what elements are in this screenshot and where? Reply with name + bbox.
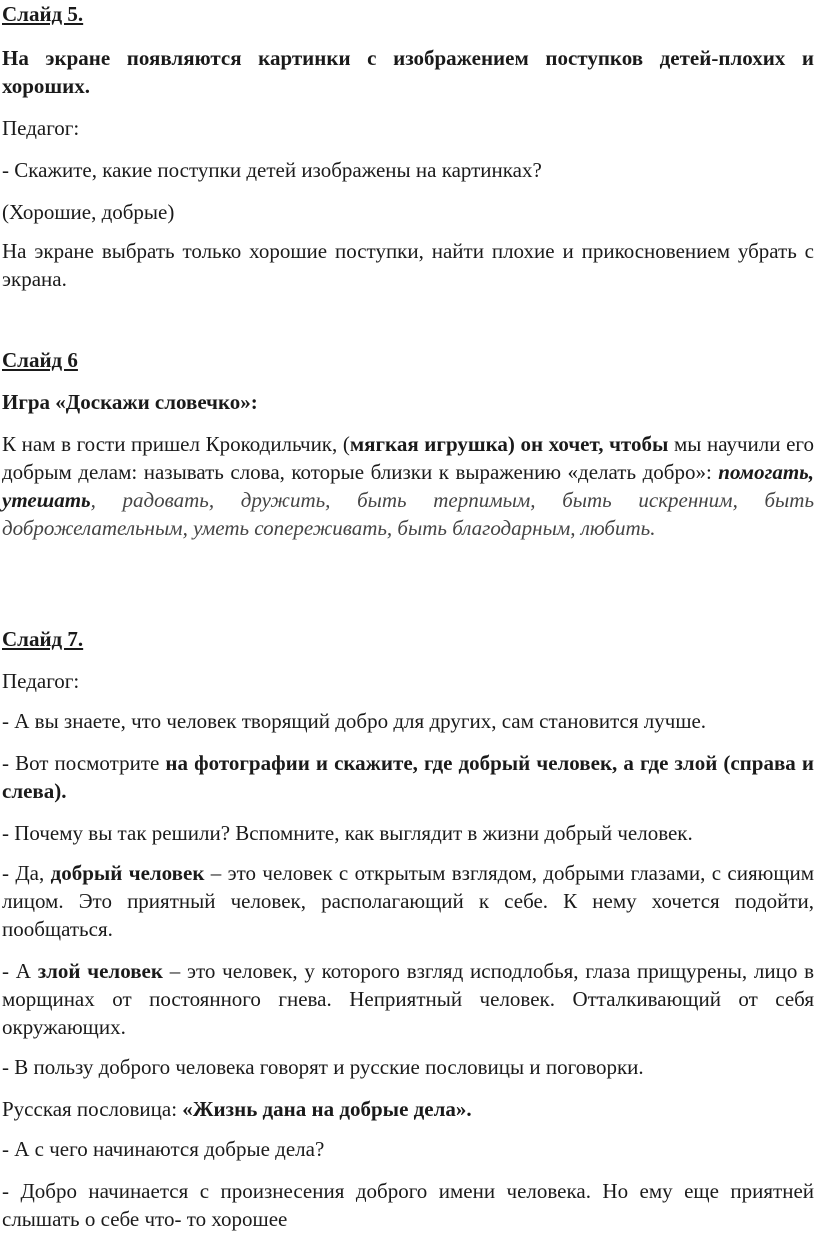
slide7-line6: - В пользу доброго человека говорят и русские пословицы и поговорки. [2,1055,644,1079]
slide7-line3: - Почему вы так решили? Вспомните, как выглядит в жизни добрый человек. [2,821,693,845]
slide6-paragraph: К нам в гости пришел Крокодильчик, (мягкая игрушка) он хочет, чтобы мы научили его добрым делам: называть слова, которые близки к выражению «делать добро»: помогать, утешать, радовать, дружить, быть терпимым, быть искренним, быть доброжелательным, уметь сопереживать, быть благодарным, любить. [2,432,814,540]
slide5-teacher: Педагог: [2,116,80,140]
slide7-line2: - Вот посмотрите на фотографии и скажите, где добрый человек, а где злой (справа и слева). [2,751,814,803]
slide7-line8: - Добро начинается с произнесения доброго имени человека. Но ему еще приятней слышать о себе что- то хорошее [2,1179,814,1231]
slide5-instruction: На экране выбрать только хорошие поступки, найти плохие и прикосновением убрать с экрана. [2,239,814,291]
slide5-intro: На экране появляются картинки с изображением поступков детей-плохих и хороших. [2,46,814,98]
slide5-question: - Скажите, какие поступки детей изображены на картинках? [2,158,542,182]
slide7-line7: - А с чего начинаются добрые дела? [2,1137,325,1161]
slide7-proverb: Русская пословица: «Жизнь дана на добрые дела». [2,1097,472,1121]
slide5-answer: (Хорошие, добрые) [2,200,175,224]
slide7-line1: - А вы знаете, что человек творящий добро для других, сам становится лучше. [2,709,707,733]
slide6-game-title: Игра «Доскажи словечко»: [2,390,258,414]
slide7-line4: - Да, добрый человек – это человек с открытым взглядом, добрыми глазами, с сияющим лицом. Это приятный человек, располагающий к себе. К нему хочется подойти, пообщаться. [2,861,815,941]
slide6-heading: Слайд 6 [2,348,78,372]
slide7-line5: - А злой человек – это человек, у которого взгляд исподлобья, глаза прищурены, лицо в морщинах от постоянного гнева. Неприятный человек. Отталкивающий от себя окружающих. [2,959,814,1039]
slide7-heading: Слайд 7. [2,627,84,651]
slide7-teacher: Педагог: [2,669,80,693]
slide5-heading: Слайд 5. [2,2,84,26]
